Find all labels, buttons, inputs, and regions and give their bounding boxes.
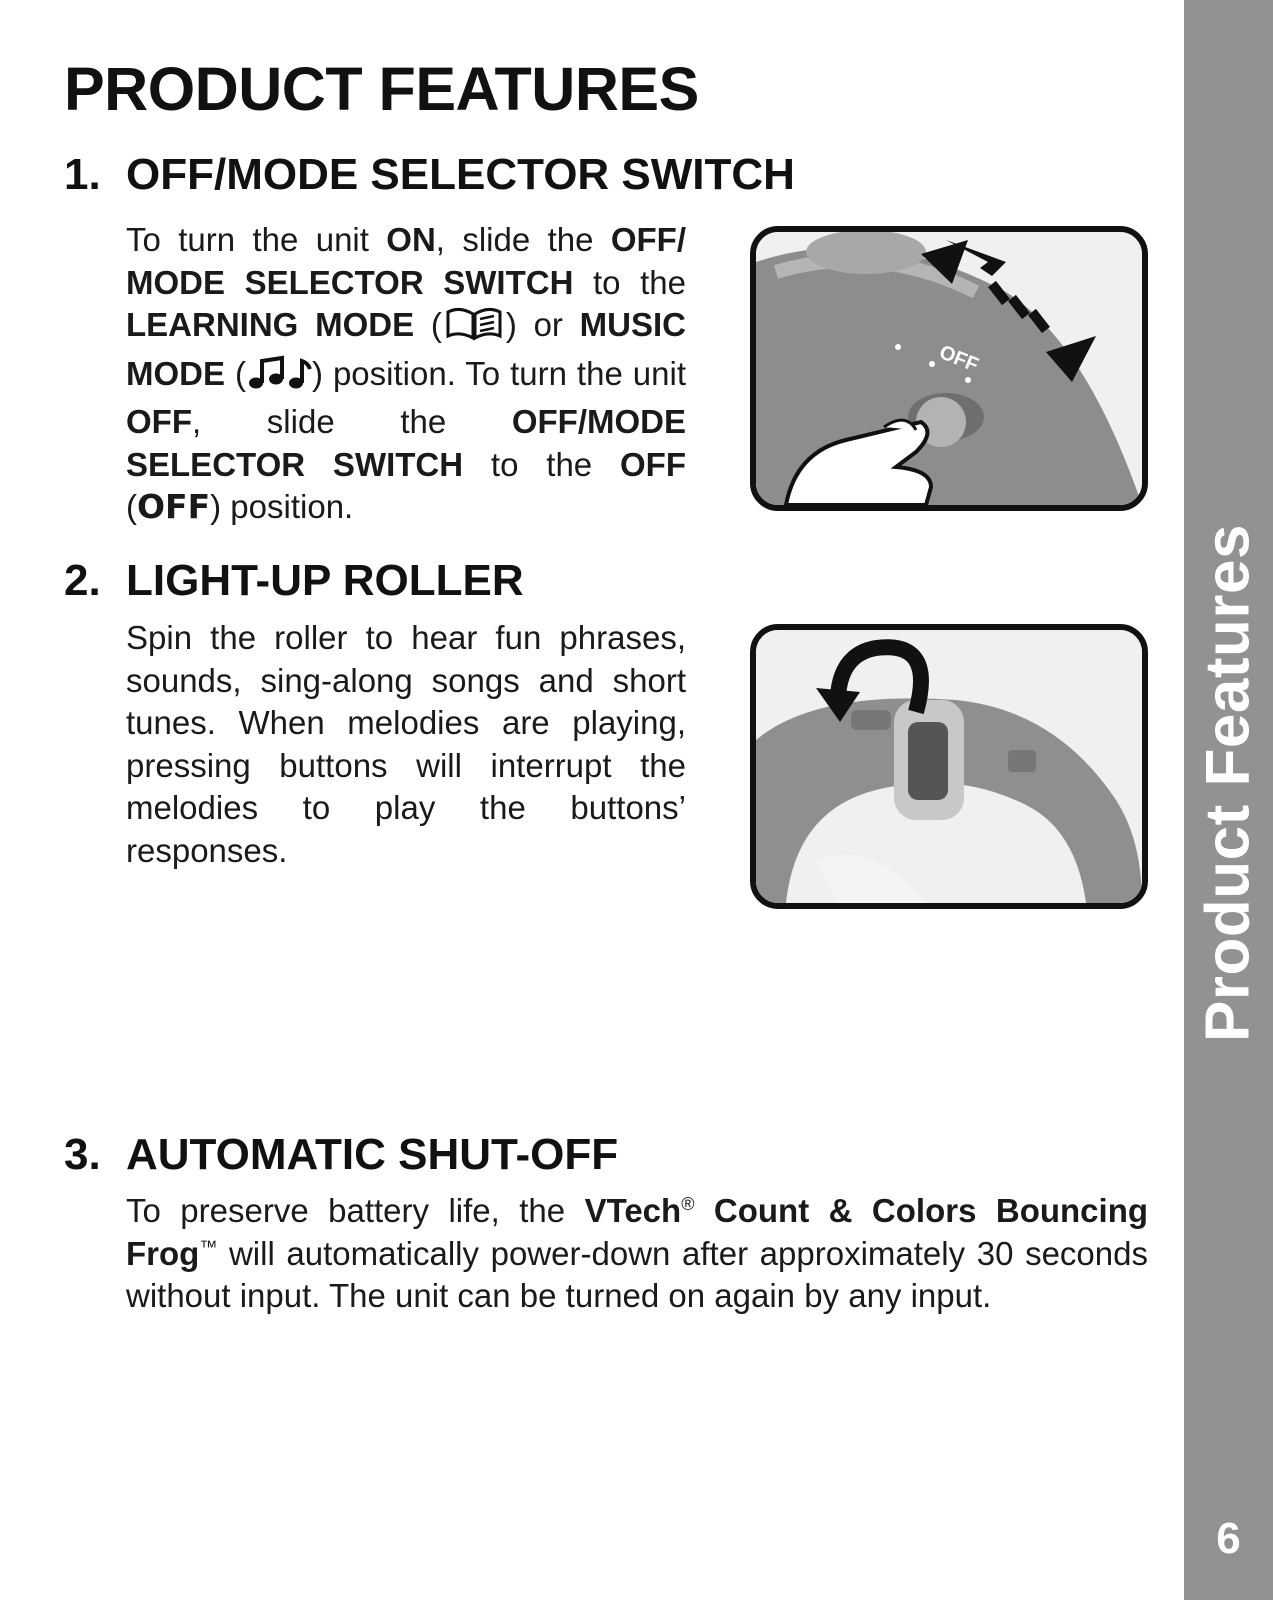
section-number: 2. <box>64 556 101 605</box>
section-title: OFF/MODE SELECTOR SWITCH <box>126 150 795 199</box>
section-number: 3. <box>64 1130 101 1179</box>
switch-illustration <box>750 226 1148 511</box>
page-number: 6 <box>1216 1514 1241 1563</box>
section-title: LIGHT-UP ROLLER <box>126 556 524 605</box>
book-icon <box>442 304 506 353</box>
music-notes-icon <box>246 355 312 402</box>
section-2-text: Spin the roller to hear fun phrases, sounds, sing-along songs and short tunes. When melodies are playing, pressing buttons will interrupt the melodies to play the buttons’ responses. <box>126 619 686 869</box>
section-3-text: To preserve battery life, the VTech® Count & Colors Bouncing Frog™ will automatically power-down after approximately 30 seconds without input. The unit can be turned on again by any input. <box>126 1192 1149 1314</box>
section-number: 1. <box>64 150 101 199</box>
roller-illustration <box>750 624 1148 909</box>
off-symbol: OFF <box>137 487 211 526</box>
section-1-heading <box>64 150 795 200</box>
section-title: AUTOMATIC SHUT-OFF <box>126 1130 619 1179</box>
section-3-heading <box>64 1130 618 1180</box>
page-title: PRODUCT FEATURES <box>64 55 699 123</box>
side-tab-label: Product Features <box>1193 524 1263 1042</box>
off-label: OFF <box>936 341 982 377</box>
section-1-text: To turn the unit ON, slide the OFF/ MODE SELECTOR SWITCH to the LEARNING MODE ( ) or MUSIC MODE ( ) position. To turn the unit OFF, slide the OFF/MODE SELECTOR SWITCH to the OFF (OFF) position. <box>126 221 686 526</box>
section-2-heading <box>64 556 524 606</box>
